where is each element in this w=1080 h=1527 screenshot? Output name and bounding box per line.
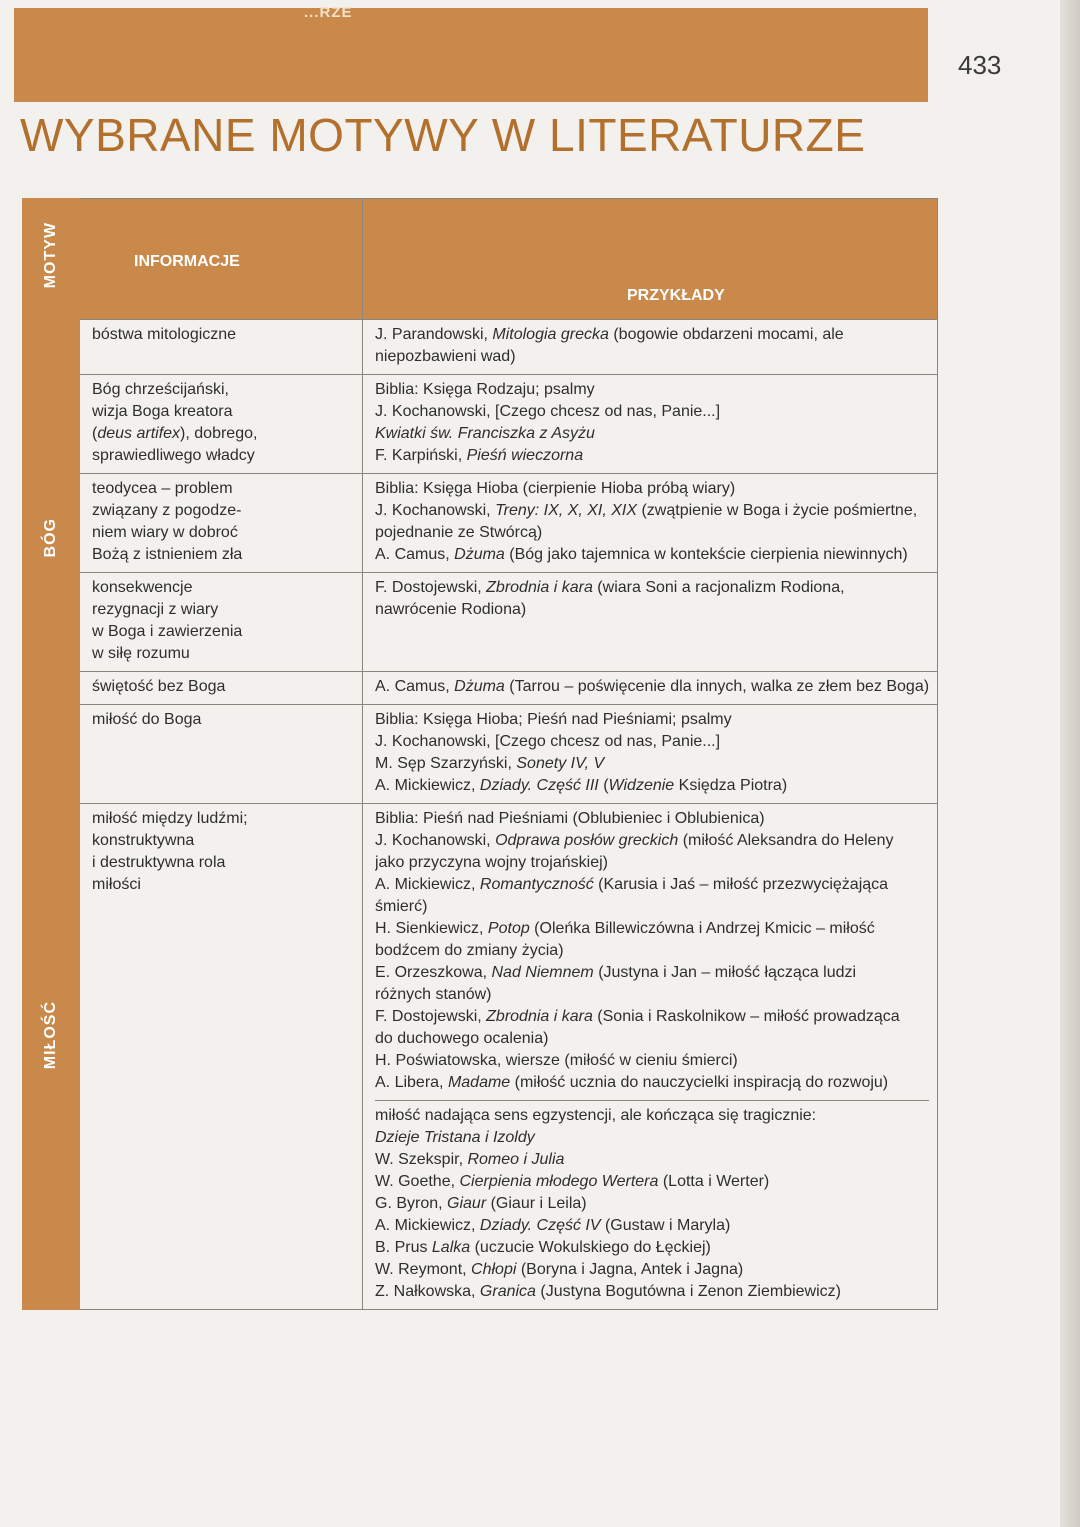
example-text-segment: M. Sęp Szarzyński, [375,755,517,772]
example-line [375,1171,929,1193]
info-text-segment: ), dobrego, [180,425,258,442]
info-line: i destruktywna rola [92,854,226,871]
table-row [23,804,938,1310]
example-text-segment: H. Sienkiewicz, [375,920,488,937]
example-text-segment: Dzieje Tristana i Izoldy [375,1129,535,1146]
table-row [23,320,938,375]
example-text-segment: Widzenie [608,777,675,794]
example-line [375,1006,929,1028]
example-text-segment: Z. Nałkowska, [375,1283,480,1300]
info-cell [80,320,363,375]
example-text-segment: miłość nadająca sens egzystencji, ale kończąca się tragicznie: [375,1107,817,1124]
example-line [375,962,929,984]
example-line [375,709,929,731]
example-text-segment: (miłość ucznia do nauczycielki inspiracją do rozwoju) [510,1074,889,1091]
example-text-segment: H. Poświatowska, wiersze (miłość w cieniu śmierci) [375,1052,738,1069]
example-text-segment: W. Goethe, [375,1173,460,1190]
example-text-segment: nawrócenie Rodiona) [375,601,527,618]
info-line: konsekwencje [92,579,193,596]
example-text-segment: J. Parandowski, [375,326,493,343]
band-text: ...RZE [304,4,353,21]
example-line [375,1105,929,1127]
example-text-segment: Romantyczność [479,876,594,893]
example-text-segment: W. Szekspir, [375,1151,468,1168]
example-text-segment: Księdza Piotra) [674,777,788,794]
example-text-segment: W. Reymont, [375,1261,472,1278]
info-cell [80,672,363,705]
top-color-band [14,4,928,102]
info-text-segment: deus artifex [97,425,181,442]
examples-cell [363,705,938,804]
example-text-segment: (wiara Soni a racjonalizm Rodiona, [592,579,845,596]
example-text-segment: Zbrodnia i kara [486,579,593,596]
example-line [375,500,929,522]
table-row [23,474,938,573]
example-line [375,676,929,698]
info-line: wizja Boga kreatora [92,403,233,420]
example-text-segment: (bogowie obdarzeni mocami, ale [608,326,844,343]
example-text-segment: (Bóg jako tajemnica w kontekście cierpienia niewinnych) [504,546,908,563]
example-line [375,346,929,368]
example-text-segment: niepozbawieni wad) [375,348,516,365]
example-line [375,522,929,544]
info-line: konstruktywna [92,832,195,849]
motif-cell [23,320,80,705]
info-line: Bóg chrześcijański, [92,381,229,398]
example-line [375,1259,929,1281]
example-text-segment: J. Kochanowski, [Czego chcesz od nas, Panie...] [375,733,721,750]
example-line [375,808,929,830]
example-text-segment: A. Mickiewicz, [375,876,480,893]
info-line: Bożą z istnieniem zła [92,546,243,563]
info-line: w siłę rozumu [92,645,190,662]
example-line [375,1028,929,1050]
example-line [375,918,929,940]
info-line: rezygnacji z wiary [92,601,219,618]
example-text-segment: Giaur [447,1195,487,1212]
example-text-segment: Sonety IV, V [516,755,605,772]
example-line [375,478,929,500]
example-text-segment: Nad Niemnem [491,964,594,981]
example-text-segment: (Lotta i Werter) [658,1173,770,1190]
example-text-segment: Biblia: Księga Hioba (cierpienie Hioba próbą wiary) [375,480,736,497]
example-text-segment: Dżuma [454,546,505,563]
example-line [375,874,929,896]
example-line [375,753,929,775]
example-text-segment: Cierpienia młodego Wertera [459,1173,659,1190]
page-title: WYBRANE MOTYWY W LITERATURZE [20,109,866,161]
info-line: miłość do Boga [92,711,202,728]
example-line [375,1193,929,1215]
example-line [375,940,929,962]
example-text-segment: Lalka [431,1239,471,1256]
example-text-segment: Granica [479,1283,536,1300]
info-line: sprawiedliwego władcy [92,447,255,464]
page-number: 433 [958,50,1002,80]
example-text-segment: Biblia: Księga Rodzaju; psalmy [375,381,595,398]
example-line [375,1127,929,1149]
example-text-segment: (uczucie Wokulskiego do Łęckiej) [470,1239,711,1256]
example-text-segment: Madame [447,1074,511,1091]
example-text-segment: J. Kochanowski, [375,832,496,849]
example-text-segment: A. Camus, [375,546,455,563]
example-text-segment: Dziady. Część III [479,777,599,794]
example-text-segment: (Tarrou – poświęcenie dla innych, walka ze złem bez Boga) [504,678,929,695]
info-line: w Boga i zawierzenia [92,623,243,640]
example-line [375,324,929,346]
example-text-segment: Mitologia grecka [492,326,609,343]
motifs-table [22,198,938,1310]
table-row [23,705,938,804]
example-text-segment: E. Orzeszkowa, [375,964,492,981]
examples-cell [363,474,938,573]
example-text-segment: pojednanie ze Stwórcą) [375,524,543,541]
example-line [375,1237,929,1259]
example-text-segment: A. Mickiewicz, [375,777,480,794]
example-text-segment: F. Karpiński, [375,447,467,464]
example-line [375,599,929,621]
examples-cell [363,804,938,1310]
page-edge [1060,0,1080,1527]
example-text-segment: różnych stanów) [375,986,492,1003]
example-text-segment: J. Kochanowski, [375,502,496,519]
example-line [375,830,929,852]
example-text-segment: A. Libera, [375,1074,448,1091]
example-line [375,731,929,753]
example-text-segment: F. Dostojewski, [375,579,487,596]
example-text-segment: Chłopi [471,1261,517,1278]
example-text-segment: (miłość Aleksandra do Heleny [678,832,894,849]
example-text-segment: Odprawa posłów greckich [495,832,679,849]
example-text-segment: Pieśń wieczorna [466,447,584,464]
example-line [375,423,929,445]
examples-cell [363,672,938,705]
example-text-segment: B. Prus [375,1239,432,1256]
example-line [375,852,929,874]
column-header-info: INFORMACJE [80,199,363,320]
example-line [375,896,929,918]
example-text-segment: Romeo i Julia [467,1151,565,1168]
table-row [23,672,938,705]
info-line: miłości [92,876,141,893]
motif-label: MIŁOŚĆ [42,1001,59,1070]
example-text-segment: ( [598,777,609,794]
column-header-motif [23,199,80,320]
example-text-segment: F. Dostojewski, [375,1008,487,1025]
examples-cell [363,320,938,375]
example-line [375,775,929,797]
example-text-segment: (Boryna i Jagna, Antek i Jagna) [516,1261,744,1278]
info-line [92,423,352,445]
example-text-segment: (Justyna i Jan – miłość łącząca ludzi [593,964,857,981]
info-line: związany z pogodze- [92,502,242,519]
info-text-segment: ( [92,425,98,442]
examples-cell [363,573,938,672]
info-line: świętość bez Boga [92,678,226,695]
example-line [375,1149,929,1171]
example-line [375,577,929,599]
example-text-segment: Potop [487,920,530,937]
info-cell [80,474,363,573]
table-header-row [23,199,938,320]
example-text-segment: (Gustaw i Maryla) [600,1217,731,1234]
info-line: bóstwa mitologiczne [92,326,237,343]
example-text-segment: Dziady. Część IV [479,1217,601,1234]
example-text-segment: bodźcem do zmiany życia) [375,942,564,959]
example-text-segment: (Giaur i Leila) [486,1195,587,1212]
example-text-segment: śmierć) [375,898,428,915]
info-cell [80,804,363,1310]
example-line [375,1072,929,1094]
example-text-segment: Dżuma [454,678,505,695]
example-text-segment: Kwiatki św. Franciszka z Asyżu [375,425,595,442]
examples-cell [363,375,938,474]
example-text-segment: J. Kochanowski, [Czego chcesz od nas, Panie...] [375,403,721,420]
example-text-segment: (Justyna Bogutówna i Zenon Ziembiewicz) [535,1283,841,1300]
example-text-segment: (Oleńka Billewiczówna i Andrzej Kmicic – miłość [529,920,875,937]
example-text-segment: (zwątpienie w Boga i życie pośmiertne, [637,502,918,519]
example-line [375,1215,929,1237]
example-line [375,1281,929,1303]
info-line: miłość między ludźmi; [92,810,248,827]
info-cell [80,705,363,804]
example-line [375,401,929,423]
example-text-segment: (Karusia i Jaś – miłość przezwyciężająca [593,876,889,893]
info-line: teodycea – problem [92,480,233,497]
info-line: niem wiary w dobroć [92,524,238,541]
examples-extra-block [375,1100,929,1303]
column-header-motif-label: MOTYW [42,222,59,289]
info-cell [80,375,363,474]
example-text-segment: (Sonia i Raskolnikow – miłość prowadząca [592,1008,900,1025]
example-text-segment: A. Mickiewicz, [375,1217,480,1234]
example-text-segment: Biblia: Pieśń nad Pieśniami (Oblubieniec i Oblubienica) [375,810,765,827]
example-line [375,445,929,467]
motif-label: BÓG [42,518,59,558]
example-text-segment: jako przyczyna wojny trojańskiej) [375,854,608,871]
table-row [23,375,938,474]
example-text-segment: Biblia: Księga Hioba; Pieśń nad Pieśniami; psalmy [375,711,732,728]
example-text-segment: G. Byron, [375,1195,448,1212]
info-cell [80,573,363,672]
example-line [375,544,929,566]
motif-cell [23,705,80,1310]
example-line [375,984,929,1006]
column-header-examples: PRZYKŁADY [363,199,938,320]
example-text-segment: Treny: IX, X, XI, XIX [495,502,638,519]
table-row [23,573,938,672]
example-text-segment: do duchowego ocalenia) [375,1030,549,1047]
example-line [375,379,929,401]
example-text-segment: Zbrodnia i kara [486,1008,593,1025]
example-text-segment: A. Camus, [375,678,455,695]
example-line [375,1050,929,1072]
